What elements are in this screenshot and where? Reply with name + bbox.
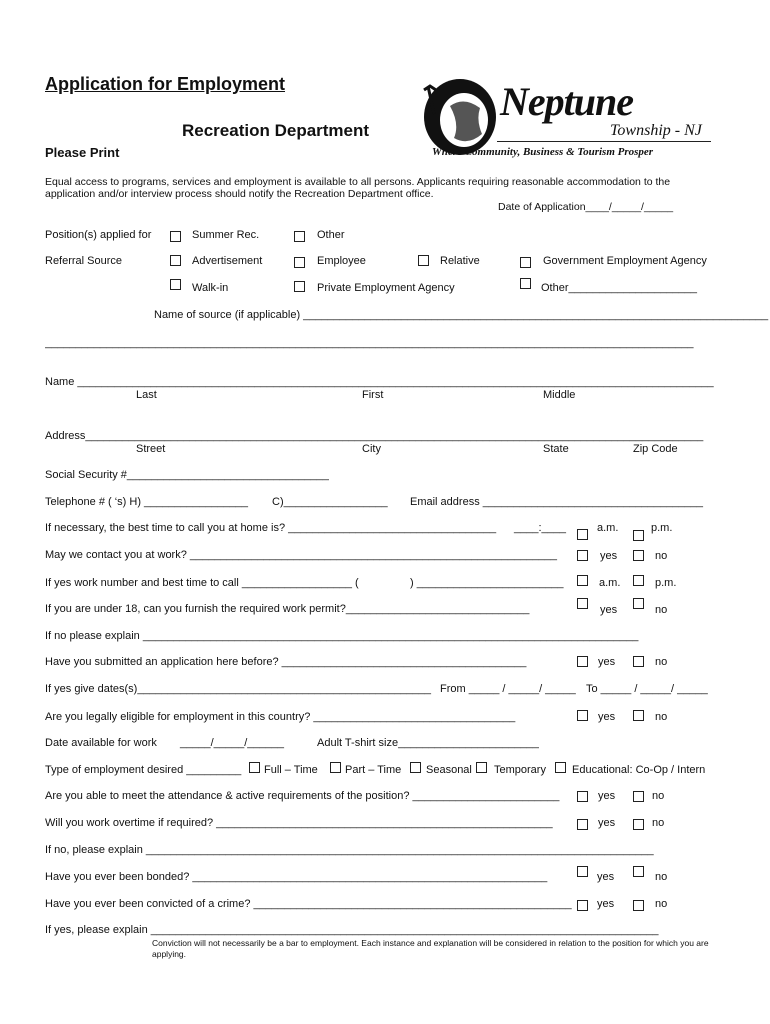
- name-field[interactable]: Name ________________________________________________________________________________________________________: [45, 376, 714, 388]
- if-yes-please-explain-field[interactable]: If yes, please explain ___________________________________________________________________________________: [45, 924, 659, 936]
- work-time-pm-checkbox[interactable]: [633, 575, 644, 586]
- positions-label: Position(s) applied for: [45, 229, 152, 241]
- logo-tagline: Where Community, Business & Tourism Prosper: [432, 146, 654, 158]
- eligible-yes-checkbox[interactable]: [577, 710, 588, 721]
- attendance-no-checkbox[interactable]: [633, 791, 644, 802]
- date-of-application[interactable]: Date of Application____/_____/_____: [498, 201, 674, 213]
- referral-label: Referral Source: [45, 255, 123, 267]
- employee-label: Employee: [317, 255, 366, 267]
- under-18-field[interactable]: If you are under 18, can you furnish the required work permit?______________________________: [45, 603, 530, 615]
- best-time-pm-checkbox[interactable]: [633, 530, 644, 541]
- contact-work-yes-label: yes: [600, 550, 618, 562]
- bonded-field[interactable]: Have you ever been bonded? __________________________________________________________: [45, 871, 548, 883]
- date-available-label: Date available for work: [45, 737, 157, 749]
- email-field[interactable]: Email address ____________________________________: [410, 496, 703, 508]
- convicted-field[interactable]: Have you ever been convicted of a crime? ____________________________________________________: [45, 898, 572, 910]
- work-time-pm-label: p.m.: [655, 577, 677, 589]
- attendance-field[interactable]: Are you able to meet the attendance & active requirements of the position? ________________________: [45, 790, 560, 802]
- full-time-checkbox[interactable]: [249, 762, 260, 773]
- bonded-no-checkbox[interactable]: [633, 866, 644, 877]
- overtime-no-label: no: [652, 817, 665, 829]
- address-city-label: City: [362, 443, 381, 455]
- gov-agency-checkbox[interactable]: [520, 257, 531, 268]
- private-agency-label: Private Employment Agency: [317, 282, 455, 294]
- telephone-cell-field[interactable]: C)_________________: [272, 496, 388, 508]
- contact-work-yes-checkbox[interactable]: [577, 550, 588, 561]
- submitted-yes-label: yes: [598, 656, 616, 668]
- name-last-label: Last: [136, 389, 157, 401]
- contact-work-no-checkbox[interactable]: [633, 550, 644, 561]
- work-number-rest[interactable]: ) ________________________: [410, 577, 564, 589]
- under-18-no-checkbox[interactable]: [633, 598, 644, 609]
- bonded-yes-label: yes: [597, 871, 615, 883]
- best-time-blank[interactable]: ____:____: [514, 522, 566, 534]
- temporary-checkbox[interactable]: [476, 762, 487, 773]
- convicted-no-label: no: [655, 898, 668, 910]
- advertisement-label: Advertisement: [192, 255, 263, 267]
- submitted-before-field[interactable]: Have you submitted an application here before? ________________________________________: [45, 656, 527, 668]
- bonded-yes-checkbox[interactable]: [577, 866, 588, 877]
- name-of-source-field[interactable]: Name of source (if applicable) ____________________________________________________________________________: [154, 309, 769, 321]
- eligible-yes-label: yes: [598, 711, 616, 723]
- under-18-no-label: no: [655, 604, 668, 616]
- eligible-field[interactable]: Are you legally eligible for employment in this country? _________________________________: [45, 711, 516, 723]
- address-street-label: Street: [136, 443, 166, 455]
- contact-work-field[interactable]: May we contact you at work? ____________________________________________________________: [45, 549, 557, 561]
- best-time-pm-label: p.m.: [651, 522, 673, 534]
- please-print-label: Please Print: [45, 145, 120, 160]
- attendance-yes-label: yes: [598, 790, 616, 802]
- submitted-no-checkbox[interactable]: [633, 656, 644, 667]
- contact-work-no-label: no: [655, 550, 668, 562]
- work-time-am-label: a.m.: [599, 577, 621, 589]
- if-no-please-explain-field[interactable]: If no, please explain ___________________________________________________________________________________: [45, 844, 654, 856]
- intro-text: Equal access to programs, services and employment is available to all persons. Applicants requiring reasonable accommodation to the application and/or interview process should notify the Recreation Department office.: [45, 176, 671, 200]
- page-title: Application for Employment: [45, 74, 286, 94]
- employee-checkbox[interactable]: [294, 257, 305, 268]
- attendance-yes-checkbox[interactable]: [577, 791, 588, 802]
- best-time-field[interactable]: If necessary, the best time to call you at home is? __________________________________: [45, 522, 497, 534]
- conviction-note: Conviction will not necessarily be a bar to employment. Each instance and explanation will be considered in relation to the position for which you are applying.: [152, 938, 709, 959]
- best-time-am-checkbox[interactable]: [577, 529, 588, 540]
- logo-township: Township - NJ: [610, 122, 702, 139]
- temporary-label: Temporary: [494, 764, 546, 776]
- tshirt-size-field[interactable]: Adult T-shirt size_______________________: [317, 737, 539, 749]
- address-field[interactable]: Address_____________________________________________________________________________________________________: [45, 430, 704, 442]
- address-state-label: State: [543, 443, 569, 455]
- if-no-explain-field[interactable]: If no please explain _________________________________________________________________________________: [45, 630, 639, 642]
- logo-name: Neptune: [500, 79, 633, 124]
- date-available-field[interactable]: _____/_____/______: [180, 737, 284, 749]
- educational-checkbox[interactable]: [555, 762, 566, 773]
- work-time-am-checkbox[interactable]: [577, 575, 588, 586]
- eligible-no-label: no: [655, 711, 668, 723]
- walkin-label: Walk-in: [192, 282, 229, 294]
- part-time-label: Part – Time: [345, 764, 402, 776]
- attendance-no-label: no: [652, 790, 665, 802]
- name-first-label: First: [362, 389, 384, 401]
- address-zip-label: Zip Code: [633, 443, 678, 455]
- dates-from-field[interactable]: From _____ / _____/ _____: [440, 683, 576, 695]
- seasonal-label: Seasonal: [426, 764, 472, 776]
- referral-other-checkbox[interactable]: [520, 278, 531, 289]
- give-dates-field[interactable]: If yes give dates(s)________________________________________________: [45, 683, 431, 695]
- submitted-no-label: no: [655, 656, 668, 668]
- private-agency-checkbox[interactable]: [294, 281, 305, 292]
- convicted-yes-checkbox[interactable]: [577, 900, 588, 911]
- under-18-yes-checkbox[interactable]: [577, 598, 588, 609]
- advertisement-checkbox[interactable]: [170, 255, 181, 266]
- bonded-no-label: no: [655, 871, 668, 883]
- relative-checkbox[interactable]: [418, 255, 429, 266]
- overtime-yes-checkbox[interactable]: [577, 819, 588, 830]
- walkin-checkbox[interactable]: [170, 279, 181, 290]
- educational-label: Educational: Co-Op / Intern: [572, 764, 706, 776]
- work-number-field[interactable]: If yes work number and best time to call __________________ (: [45, 577, 359, 589]
- submitted-yes-checkbox[interactable]: [577, 656, 588, 667]
- source-extra-line[interactable]: __________________________________________________________________________________________________________: [45, 337, 694, 349]
- seasonal-checkbox[interactable]: [410, 762, 421, 773]
- telephone-home-field[interactable]: Telephone # ( ‘s) H) _________________: [45, 496, 249, 508]
- summer-rec-label: Summer Rec.: [192, 229, 260, 241]
- type-employment-label: Type of employment desired _________: [45, 764, 242, 776]
- referral-other-field[interactable]: Other_____________________: [541, 282, 697, 294]
- position-other-label: Other: [317, 229, 345, 241]
- dates-to-field[interactable]: To _____ / _____/ _____: [586, 683, 708, 695]
- summer-rec-checkbox[interactable]: [170, 231, 181, 242]
- full-time-label: Full – Time: [264, 764, 318, 776]
- relative-label: Relative: [440, 255, 480, 267]
- department-title: Recreation Department: [182, 121, 370, 140]
- gov-agency-label: Government Employment Agency: [543, 255, 707, 267]
- overtime-yes-label: yes: [598, 817, 616, 829]
- best-time-am-label: a.m.: [597, 522, 619, 534]
- part-time-checkbox[interactable]: [330, 762, 341, 773]
- name-middle-label: Middle: [543, 389, 576, 401]
- under-18-yes-label: yes: [600, 604, 618, 616]
- eligible-no-checkbox[interactable]: [633, 710, 644, 721]
- ssn-field[interactable]: Social Security #_________________________________: [45, 469, 329, 481]
- overtime-field[interactable]: Will you work overtime if required? _______________________________________________________: [45, 817, 553, 829]
- position-other-checkbox[interactable]: [294, 231, 305, 242]
- convicted-yes-label: yes: [597, 898, 615, 910]
- logo-divider: [497, 141, 711, 142]
- overtime-no-checkbox[interactable]: [633, 819, 644, 830]
- convicted-no-checkbox[interactable]: [633, 900, 644, 911]
